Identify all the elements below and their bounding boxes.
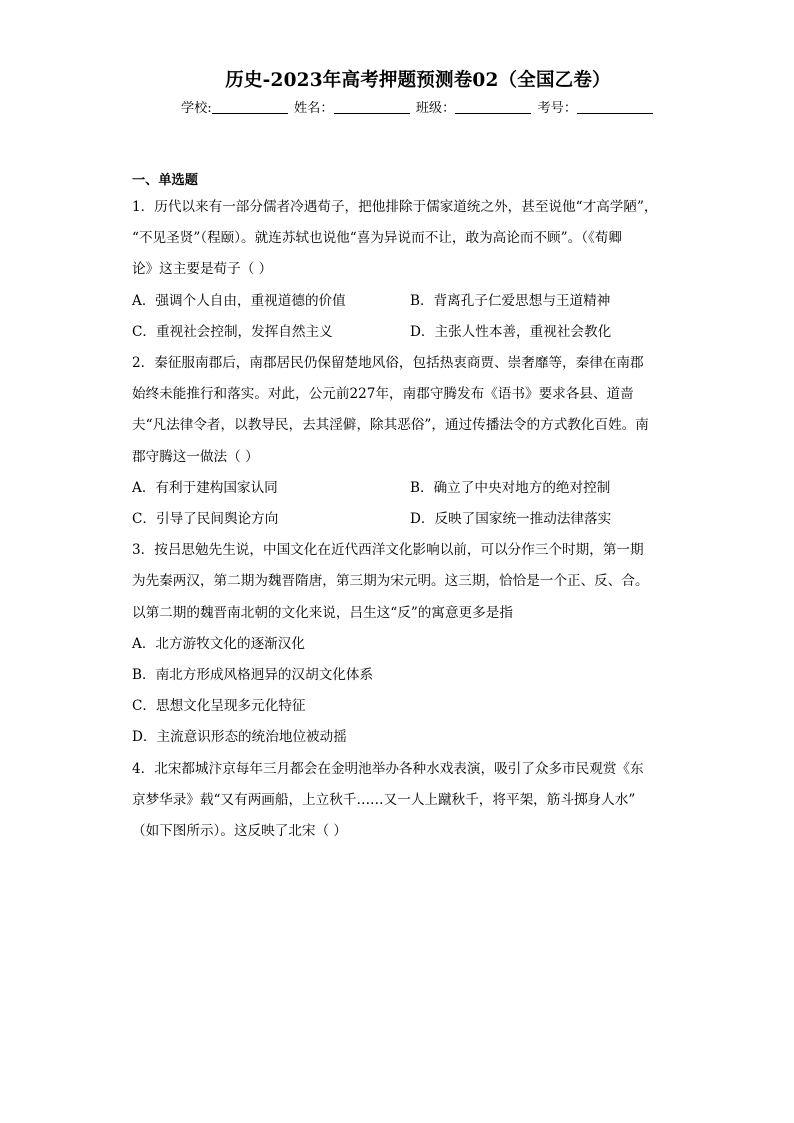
- name-blank[interactable]: [334, 99, 410, 114]
- question-text-line: 郡守腾这一做法（ ）: [132, 448, 259, 465]
- question-2-options-row-2: [132, 504, 694, 535]
- question-text-line: 2．秦征服南郡后，南郡居民仍保留楚地风俗，包括热衷商贾、崇奢靡等，秦律在南郡: [132, 355, 644, 372]
- option-d: D．主张人性本善，重视社会教化: [410, 323, 612, 340]
- option-d: D．主流意识形态的统治地位被动摇: [132, 729, 347, 746]
- question-3: [132, 535, 694, 629]
- student-info-line: [132, 98, 694, 120]
- option-c: C．重视社会控制，发挥自然主义: [132, 323, 333, 340]
- question-text-line: 以第二期的魏晋南北朝的文化来说，吕生这“反”的寓意更多是指: [132, 604, 513, 621]
- question-text-line: 3．按吕思勉先生说，中国文化在近代西洋文化影响以前，可以分作三个时期，第一期: [132, 542, 644, 559]
- school-blank[interactable]: [212, 99, 288, 114]
- option-b: B．背离孔子仁爱思想与王道精神: [410, 292, 611, 309]
- school-label: 学校:: [180, 101, 212, 116]
- question-4: [132, 754, 694, 848]
- question-1-options-row-1: [132, 286, 694, 317]
- exam-number-blank[interactable]: [577, 99, 653, 114]
- question-1-options-row-2: [132, 317, 694, 348]
- question-text-line: 始终未能推行和落实。对此，公元前227年，南郡守腾发布《语书》要求各县、道啬: [132, 386, 634, 403]
- question-text-line: （如下图所示）。这反映了北宋（ ）: [132, 823, 348, 840]
- exam-number-label: 考号：: [537, 101, 578, 116]
- question-text-line: 为先秦两汉，第二期为魏晋隋唐，第三期为宋元明。这三期，恰恰是一个正、反、合。: [132, 573, 649, 590]
- option-b: B．南北方形成风格迥异的汉胡文化体系: [132, 667, 374, 684]
- question-2: [132, 348, 694, 473]
- option-a: A．有利于建构国家认同: [132, 479, 278, 496]
- option-c: C．思想文化呈现多元化特征: [132, 698, 306, 715]
- option-c: C．引导了民间舆论方向: [132, 511, 279, 528]
- section-title: 一、单选题: [132, 173, 198, 188]
- option-a: A．北方游牧文化的逐渐汉化: [132, 635, 305, 652]
- name-label: 姓名：: [293, 101, 334, 116]
- question-text-line: 4．北宋都城汴京每年三月都会在金明池举办各种水戏表演，吸引了众多市民观赏《东: [132, 760, 644, 777]
- option-a: A．强调个人自由，重视道德的价值: [132, 292, 346, 309]
- class-blank[interactable]: [455, 99, 531, 114]
- question-2-options-row-1: [132, 473, 694, 504]
- option-d: D．反映了国家统一推动法律落实: [410, 511, 612, 528]
- page-title: 历史-2023年高考押题预测卷02（全国乙卷）: [225, 70, 611, 91]
- question-text-line: 夫“凡法律令者，以教导民，去其淫僻，除其恶俗”，通过传播法令的方式教化百姓。南: [132, 417, 649, 434]
- option-b: B．确立了中央对地方的绝对控制: [410, 479, 611, 496]
- question-text-line: 1．历代以来有一部分儒者冷遇荀子，把他排除于儒家道统之外，甚至说他“才高学陋”，: [132, 199, 658, 215]
- question-text-line: 论》这主要是荀子（ ）: [132, 261, 273, 278]
- question-text-line: “不见圣贤”（程颐）。就连苏轼也说他“喜为异说而不让，敢为高论而不顾”。（《荀卿: [132, 230, 622, 247]
- question-text-line: 京梦华录》载“又有两画船，上立秋千……又一人上蹴秋千，将平架，筋斗掷身人水”: [132, 791, 636, 808]
- question-1: [132, 192, 694, 286]
- class-label: 班级：: [415, 101, 456, 116]
